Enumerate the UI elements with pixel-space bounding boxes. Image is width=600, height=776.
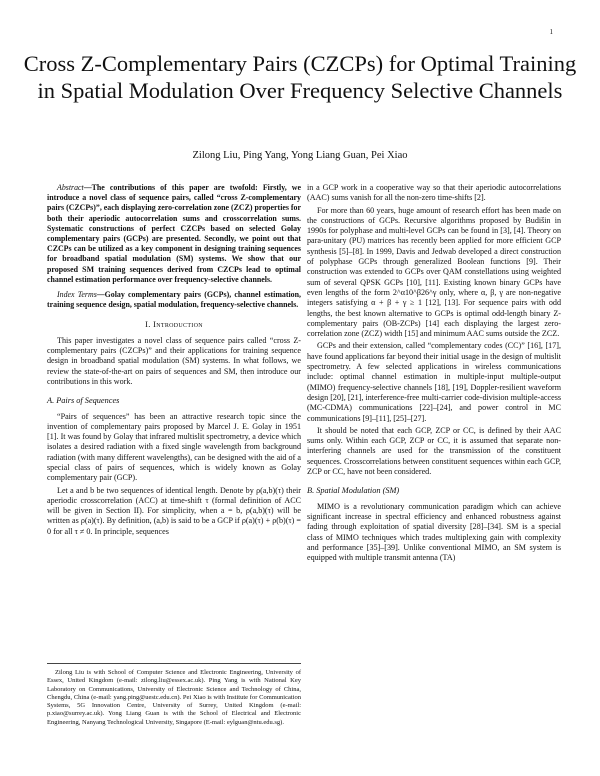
intro-paragraph-1: This paper investigates a novel class of sequence pairs called “cross Z-complementary pairs (CZCPs)” and their applications for training sequence design in broadband spatial modulation (SM) systems. In what follows, we review the state-of-the-art on pairs of sequences and SM, then introduce our contributions in this work. (47, 335, 301, 386)
gcp-continuation-paragraph: in a GCP work in a cooperative way so that their aperiodic autocorrelations (AAC) sums vanish for all the non-zero time-shifts [2]. (307, 183, 561, 203)
section-heading-introduction: I. Introduction (145, 319, 203, 330)
subsection-heading-pairs: A. Pairs of Sequences (47, 396, 120, 406)
pairs-paragraph-2: Let a and b be two sequences of identical length. Denote by ρ(a,b)(τ) their aperiodic crosscorrelation (ACC) at time-shift τ (formal definition of ACC will be given in Section II). For simplicity, when a = b, ρ(a,b)(τ) will be written as ρ(a)(τ). By definition, (a,b) is said to be a GCP if ρ(a)(τ) + ρ(b)(τ) = 0 for all τ ≠ 0. In principle, sequences (47, 485, 301, 536)
abstract (47, 183, 301, 310)
page-number: 1 (549, 28, 553, 36)
author-footnote (47, 663, 301, 727)
index-terms-lead: Index Terms (57, 290, 97, 300)
right-column (307, 183, 561, 565)
abstract-body: —The contributions of this paper are twofold: Firstly, we introduce a novel class of sequence pairs, called “cross Z-complementary pairs (CZCPs)”, each displaying zero-correlation zone (ZCZ) properties for both their aperiodic autocorrelation sums and crosscorrelation sums. Systematic constructions of perfect CZCPs based on selected Golay complementary pairs (GCPs) are presented. Secondly, we point out that CZCPs can be utilized as a key component in designing training sequences for broadband spatial modulation (SM) systems. We show that our proposed SM training sequences derived from CZCPs lead to optimal channel estimation performance over frequency-selective channels. (47, 183, 302, 284)
index-terms-body: —Golay complementary pairs (GCPs), channel estimation, training sequence design, spatial modulation, frequency-selective channels. (47, 290, 301, 310)
gcp-note-paragraph: It should be noted that each GCP, ZCP or CC, is defined by their AAC sums only. Within each GCP, ZCP or CC, it is assumed that separate non-interfering channels are used for the transmission of the constituent sequences. Crosscorrelations between constituent sequences within each GCP, ZCP or CC, have not been considered. (307, 425, 561, 477)
abstract-lead: Abstract (57, 183, 84, 192)
author-list: Zilong Liu, Ping Yang, Yong Liang Guan, Pei Xiao (192, 150, 408, 161)
index-terms-paragraph (47, 290, 301, 310)
sm-paragraph-1: MIMO is a revolutionary communication paradigm which can achieve significant increase in spectral efficiency and enhanced robustness against fading through exploitation of spatial diversity [28]–[34]. SM is a special class of MIMO techniques which trades multiplexing gain with complexity and performance [35]–[39]. Unlike conventional MIMO, an SM system is equipped with multiple transmit antenna (TA) (307, 501, 561, 563)
pairs-paragraph-1: “Pairs of sequences” has been an attractive research topic since the invention of complementary pairs proposed by Marcel J. E. Golay in 1951 [1]. It was found by Golay that infrared multislit spectrometry, a device which isolates a desired radiation with a fixed single wavelength from background radiation (with many different wavelengths), can be designed with the aid of a special class of pairs of sequences, which is widely known as Golay complementary pair (GCP). (47, 411, 301, 483)
abstract-paragraph (47, 183, 301, 285)
gcp-construction-paragraph: For more than 60 years, huge amount of research effort has been made on the constructions of GCPs. Recursive algorithms proposed by Budišin in 1990s for polyphase and multi-level GCPs can be found in [3], [4]. Theory on para-unitary (PU) matrices has recently been applied for more efficient GCP synthesis [5]–[8]. In 1999, Davis and Jedwab developed a direct construction of polyphase GCPs through generalized Boolean functions [9]. Their construction was extended to GCPs over QAM constellations using weighted sum of several QPSK GCPs [10], [11]. Existing known binary GCPs have even lengths of the form 2^α10^β26^γ only, where α, β, γ are non-negative integers satisfying α + β + γ ≥ 1 [12], [13]. For sequence pairs with odd lengths, the best known alternative to GCPs is optimal odd-length binary Z-complementary pairs (OB-ZCPs) [14] each displaying the largest zero-correlation zone (ZCZ) width [15] and minimum AAC sums outside the ZCZ. (307, 205, 561, 339)
footnote-text: Zilong Liu is with School of Computer Science and Electronic Engineering, University of Essex, United Kingdom (e-mail: zilong.liu@essex.ac.uk). Ping Yang is with National Key Laboratory on Communications, University of Electronic Science and Technology of China, Chengdu, China (e-mail: yang.ping@uestc.edu.cn). Pei Xiao is with Institute for Communication Systems, 5G Innovation Centre, University of Surrey, United Kingdom (e-mail: p.xiao@surrey.ac.uk). Yong Liang Guan is with the School of Electrical and Electronic Engineering, Nanyang Technological University, Singapore (E-mail: eylguan@ntu.edu.sg). (47, 669, 301, 726)
subsection-heading-sm: B. Spatial Modulation (SM) (307, 486, 400, 496)
left-column (47, 183, 301, 539)
paper-title: Cross Z-Complementary Pairs (CZCPs) for Optimal Training in Spatial Modulation Over Frequency Selective Channels (23, 51, 577, 103)
gcp-applications-paragraph: GCPs and their extension, called “complementary codes (CC)” [16], [17], have found applications far beyond their initial usage in the design of multislit spectrometry. A few selected applications in wireless communications include: optimal channel estimation in multiple-input multiple-output (MIMO) frequency-selective channels [18], [19], Doppler-resilient waveform design [20], [21], interference-free multi-carrier code-division multiple-access (MC-CDMA) communications [22]–[24], and power control in MC communications [9]–[11], [25]–[27]. (307, 341, 561, 423)
